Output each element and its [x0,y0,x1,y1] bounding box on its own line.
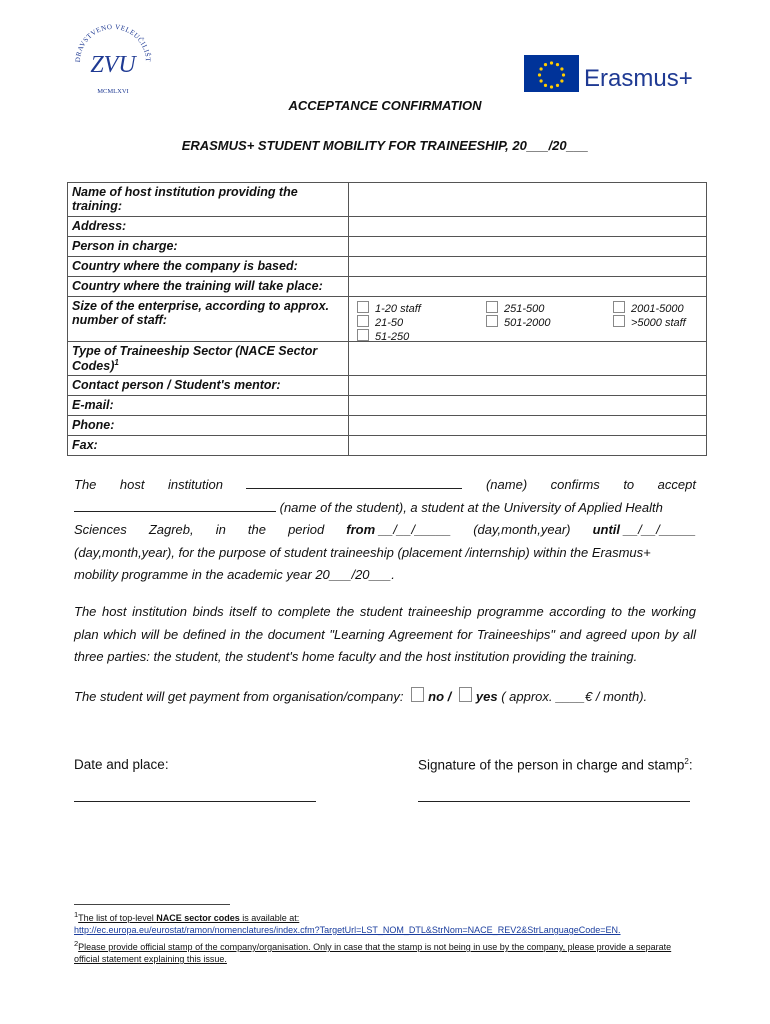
erasmus-wordmark: Erasmus+ [584,65,693,92]
university-seal-icon [72,22,154,98]
size-option-5[interactable]: 501-2000 [486,315,551,329]
footnote-2: $^2$Please provide official stamp of the company/organisation. Only in case that the stamp is not being in use by the company, please provide a separate official statement explaining this issue. [74,939,672,964]
erasmus-logo [524,55,714,95]
sector-label: Type of Traineeship Sector (NACE Sector Codes)$^1$ [68,342,349,376]
mentor-label: Contact person / Student's mentor: [68,376,349,396]
payment-yes-checkbox[interactable] [459,687,472,702]
confirmation-line-4: (day,month,year), for the purpose of student traineeship (placement /internship) within the Erasmus+ [74,544,651,560]
sector-field[interactable] [349,342,707,376]
footnote-ref-2: 2 [684,757,689,766]
payment-approx: ( approx. ____€ / month). [501,689,648,704]
checkbox-icon[interactable] [613,301,625,313]
date-place-line[interactable] [74,801,316,802]
checkbox-icon[interactable] [357,301,369,313]
page-subtitle: ERASMUS+ STUDENT MOBILITY FOR TRAINEESHIP, 20___/20___ [181,138,589,153]
checkbox-icon[interactable] [486,315,498,327]
until-date-blank[interactable]: __/__/_____ [623,522,696,537]
date-place-label: Date and place: [74,757,169,772]
checkbox-icon[interactable] [357,329,369,341]
host-info-table [67,182,707,456]
size-option-4[interactable]: 251-500 [486,301,551,315]
from-date-blank[interactable]: __/__/_____ [378,522,452,537]
mentor-field[interactable] [349,376,707,396]
confirmation-line-2: (name of the student), a student at the University of Applied Health [74,497,696,520]
size-options [349,297,707,342]
page-title: ACCEPTANCE CONFIRMATION [288,98,482,113]
footnote-ref-1: 1 [114,358,119,367]
confirmation-line-3: Sciences Zagreb, in the period from __/__/_____ (day,month,year) until __/__/_____ [74,522,696,537]
fax-label: Fax: [68,436,349,456]
training-country-label: Country where the training will take place: [68,277,349,297]
payment-line: The student will get payment from organisation/company: no / yes ( approx. ____€ / month). [74,689,648,704]
from-label: from [346,522,376,537]
seal-monogram: ZVU [90,52,136,78]
size-option-2[interactable]: 21-50 [357,315,421,329]
host-name-field[interactable] [349,183,707,217]
person-label: Person in charge: [68,237,349,257]
confirmation-line-1: The host institution (name) confirms to accept [74,477,696,492]
confirmation-paragraph [74,474,696,587]
size-label: Size of the enterprise, according to approx. number of staff: [68,297,349,342]
seal-ring-text: DRAVSTVENO VELEUČILIŠT [73,22,153,63]
phone-label: Phone: [68,416,349,436]
payment-no-label: no / [428,689,452,704]
university-logo [72,22,154,98]
address-field[interactable] [349,217,707,237]
footnote-divider [74,904,230,905]
binding-paragraph: The host institution binds itself to complete the student traineeship programme according to the working plan which will be defined in the document "Learning Agreement for Traineeships" and agreed upon by all three parties: the student, the student's home faculty and the host institution providing the training. [74,604,696,664]
address-label: Address: [68,217,349,237]
email-label: E-mail: [68,396,349,416]
email-field[interactable] [349,396,707,416]
checkbox-icon[interactable] [613,315,625,327]
footnote-1: $^1$The list of top-level NACE sector codes is available at: http://ec.europa.eu/eurostat/ramon/nomenclatures/index.cfm?TargetUrl=LST_NOM_DTL&StrNom=NACE_REV2&StrLanguageCode=EN. [74,910,621,935]
signature-label: Signature of the person in charge and stamp$^2$: [418,757,693,773]
checkbox-icon[interactable] [486,301,498,313]
payment-yes-label: yes [475,689,498,704]
fax-field[interactable] [349,436,707,456]
confirmation-line-5: mobility programme in the academic year 20___/20___. [74,567,395,582]
phone-field[interactable] [349,416,707,436]
size-option-1[interactable]: 1-20 staff [357,301,421,315]
host-name-blank[interactable] [246,476,462,489]
size-option-3[interactable]: 51-250 [357,329,421,343]
seal-year: MCMLXVI [97,88,129,95]
host-name-label: Name of host institution providing the training: [68,183,349,217]
country-label: Country where the company is based: [68,257,349,277]
country-field[interactable] [349,257,707,277]
until-label: until [592,522,620,537]
payment-no-checkbox[interactable] [411,687,424,702]
size-option-7[interactable]: >5000 staff [613,315,686,329]
nace-link[interactable]: http://ec.europa.eu/eurostat/ramon/nomenclatures/index.cfm?TargetUrl=LST_NOM_DTL&StrNom=NACE_REV2&StrLanguageCode=EN. [74,925,621,935]
eu-flag-icon [524,55,714,95]
checkbox-icon[interactable] [357,315,369,327]
training-country-field[interactable] [349,277,707,297]
signature-line[interactable] [418,801,690,802]
size-option-6[interactable]: 2001-5000 [613,301,686,315]
person-field[interactable] [349,237,707,257]
student-name-blank[interactable] [74,499,276,512]
